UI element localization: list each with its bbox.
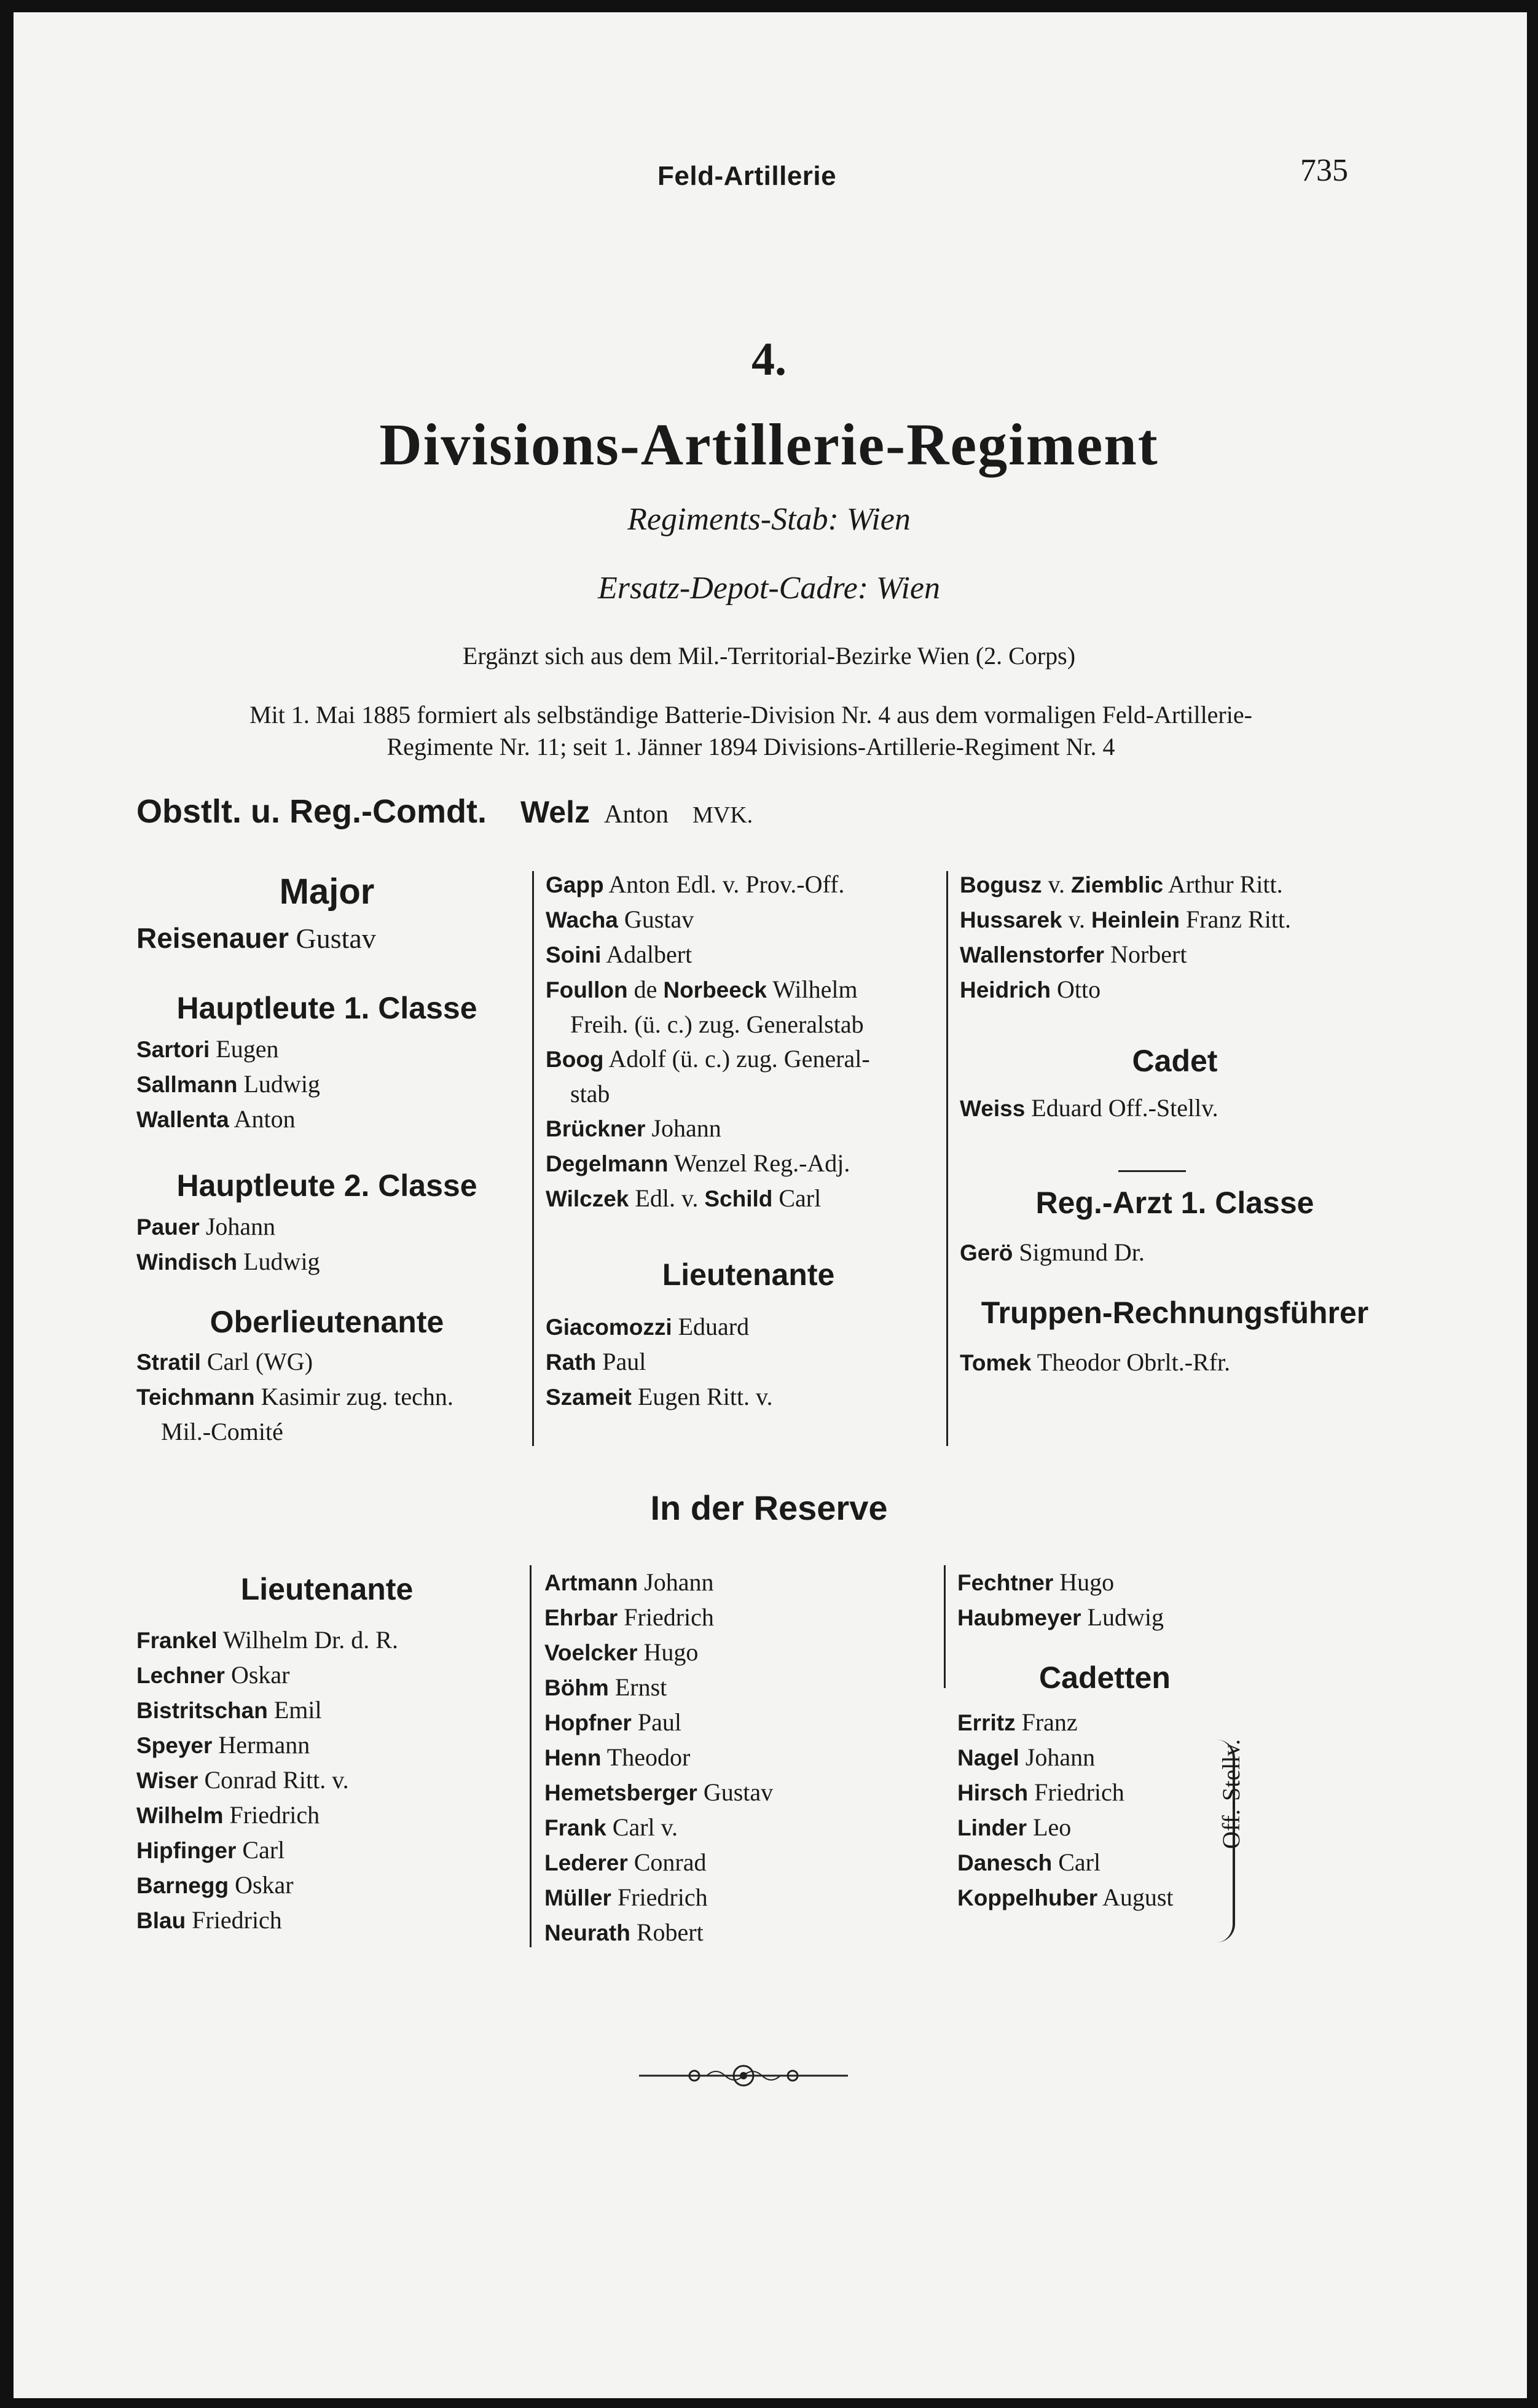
active-column-3: [960, 867, 1390, 1380]
commander-rank: Obstlt. u. Reg.-Comdt.: [136, 793, 487, 830]
ornament-icon: [639, 2060, 848, 2091]
list-item: Hemetsberger Gustav: [544, 1778, 774, 1806]
reserve-lieutenante-heading: Lieutenante: [240, 1572, 414, 1606]
list-item: Pauer Johann: [136, 1213, 276, 1240]
list-item: Weiss Eduard Off.-Stellv.: [960, 1094, 1218, 1122]
list-item: Giacomozzi Eduard: [546, 1313, 750, 1340]
list-item: Böhm Ernst: [544, 1673, 667, 1701]
list-item: Teichmann Kasimir zug. techn.: [136, 1383, 453, 1410]
running-head: Feld-Artillerie: [657, 161, 837, 191]
reserve-column-2: [544, 1565, 925, 1950]
page-number: 735: [1300, 153, 1348, 188]
list-item: Sallmann Ludwig: [136, 1070, 320, 1098]
list-item: Hirsch Friedrich: [957, 1778, 1124, 1806]
list-item: Windisch Ludwig: [136, 1248, 320, 1275]
lieutenante-heading: Lieutenante: [662, 1257, 835, 1292]
list-item: Wilhelm Friedrich: [136, 1801, 320, 1829]
list-item: Voelcker Hugo: [544, 1638, 699, 1666]
list-item: Wilczek Edl. v. Schild Carl: [546, 1184, 822, 1212]
hauptleute-2-heading: Hauptleute 2. Classe: [176, 1168, 477, 1203]
cadet-heading: Cadet: [1132, 1044, 1218, 1078]
list-item: Heidrich Otto: [960, 975, 1101, 1003]
list-item: Degelmann Wenzel Reg.-Adj.: [546, 1149, 850, 1177]
column-divider: [530, 1565, 532, 1947]
list-item: Frankel Wilhelm Dr. d. R.: [136, 1626, 398, 1654]
list-item: Erritz Franz: [957, 1708, 1078, 1736]
list-item: Stratil Carl (WG): [136, 1348, 313, 1375]
list-item: Bistritschan Emil: [136, 1696, 322, 1724]
formation-note-line2: Regimente Nr. 11; seit 1. Jänner 1894 Divisions-Artillerie-Regiment Nr. 4: [386, 733, 1115, 760]
regiment-title: Divisions-Artillerie-Regiment: [379, 412, 1159, 477]
list-item: Lechner Oskar: [136, 1661, 290, 1689]
list-item: Koppelhuber August: [957, 1883, 1174, 1911]
list-item: Speyer Hermann: [136, 1731, 310, 1759]
regiment-number: 4.: [751, 334, 787, 385]
ersatz-depot: Ersatz-Depot-Cadre: Wien: [598, 571, 940, 606]
list-item: Barnegg Oskar: [136, 1871, 294, 1899]
list-item-continuation: stab: [570, 1080, 610, 1108]
list-item: Artmann Johann: [544, 1568, 714, 1596]
cadetten-rank-note: Off.-Stellv.: [1217, 1739, 1245, 1849]
list-item: Nagel Johann: [957, 1743, 1096, 1771]
list-item: Boog Adolf (ü. c.) zug. General-: [546, 1045, 870, 1073]
list-item: Wallenstorfer Norbert: [960, 940, 1187, 968]
formation-note-line1: Mit 1. Mai 1885 formiert als selbständige Batterie-Division Nr. 4 aus dem vormaligen Feld-Artillerie-: [249, 701, 1252, 729]
column-divider: [946, 871, 948, 1446]
list-item: Neurath Robert: [544, 1918, 704, 1946]
list-item: Frank Carl v.: [544, 1813, 678, 1841]
scan-border-bottom: [0, 2398, 1538, 2408]
list-item: Bogusz v. Ziemblic Arthur Ritt.: [960, 870, 1283, 898]
commander-surname: Welz: [520, 795, 590, 829]
cadetten-heading: Cadetten: [1039, 1660, 1171, 1695]
list-item-continuation: Freih. (ü. c.) zug. Generalstab: [570, 1011, 864, 1038]
list-item-continuation: Mil.-Comité: [161, 1418, 283, 1445]
truppen-rechnungsfuehrer-heading: Truppen-Rechnungsführer: [981, 1296, 1369, 1330]
column-divider: [944, 1565, 946, 1688]
scan-border-top: [0, 0, 1538, 12]
regiments-stab: Regiments-Stab: Wien: [627, 502, 911, 537]
list-item: Rath Paul: [546, 1348, 646, 1375]
reserve-title: In der Reserve: [650, 1488, 888, 1527]
ergaenzt-info: Ergänzt sich aus dem Mil.-Territorial-Bezirke Wien (2. Corps): [462, 642, 1076, 670]
formation-note: [136, 699, 1365, 763]
list-item: Wallenta Anton: [136, 1105, 296, 1133]
list-item: Soini Adalbert: [546, 940, 692, 968]
list-item: Sartori Eugen: [136, 1035, 279, 1063]
list-item: Haubmeyer Ludwig: [957, 1603, 1164, 1631]
list-item: Wiser Conrad Ritt. v.: [136, 1766, 349, 1794]
list-item: Gapp Anton Edl. v. Prov.-Off.: [546, 870, 845, 898]
list-item: Blau Friedrich: [136, 1906, 282, 1934]
list-item: Wacha Gustav: [546, 905, 694, 933]
list-item: Tomek Theodor Obrlt.-Rfr.: [960, 1348, 1231, 1376]
list-item: Danesch Carl: [957, 1848, 1101, 1876]
list-item: Brückner Johann: [546, 1114, 721, 1142]
list-item: Reisenauer Gustav: [136, 922, 376, 954]
active-column-2: [546, 867, 951, 1415]
list-item: Gerö Sigmund Dr.: [960, 1238, 1145, 1266]
list-item: Lederer Conrad: [544, 1848, 707, 1876]
commander-line: [136, 792, 753, 831]
list-item: Henn Theodor: [544, 1743, 691, 1771]
reg-arzt-heading: Reg.-Arzt 1. Classe: [1035, 1186, 1314, 1220]
column-divider: [532, 871, 534, 1446]
major-heading: Major: [279, 872, 375, 912]
oberlieutenante-heading: Oberlieutenante: [210, 1305, 444, 1339]
list-item: Hopfner Paul: [544, 1708, 681, 1736]
commander-decoration: MVK.: [692, 802, 753, 828]
hauptleute-1-heading: Hauptleute 1. Classe: [176, 991, 477, 1025]
list-item: Linder Leo: [957, 1813, 1072, 1841]
list-item: Ehrbar Friedrich: [544, 1603, 714, 1631]
list-item: Foullon de Norbeeck Wilhelm: [546, 975, 858, 1003]
list-item: Müller Friedrich: [544, 1883, 708, 1911]
active-column-1: [136, 871, 517, 1449]
list-item: Szameit Eugen Ritt. v.: [546, 1383, 773, 1410]
list-item: Hipfinger Carl: [136, 1836, 285, 1864]
reserve-column-1: [136, 1571, 517, 1938]
commander-first-name: Anton: [603, 800, 669, 829]
section-rule: [1118, 1170, 1186, 1172]
list-item: Fechtner Hugo: [957, 1568, 1115, 1596]
list-item: Hussarek v. Heinlein Franz Ritt.: [960, 905, 1292, 933]
reserve-column-3: [957, 1565, 1252, 1915]
